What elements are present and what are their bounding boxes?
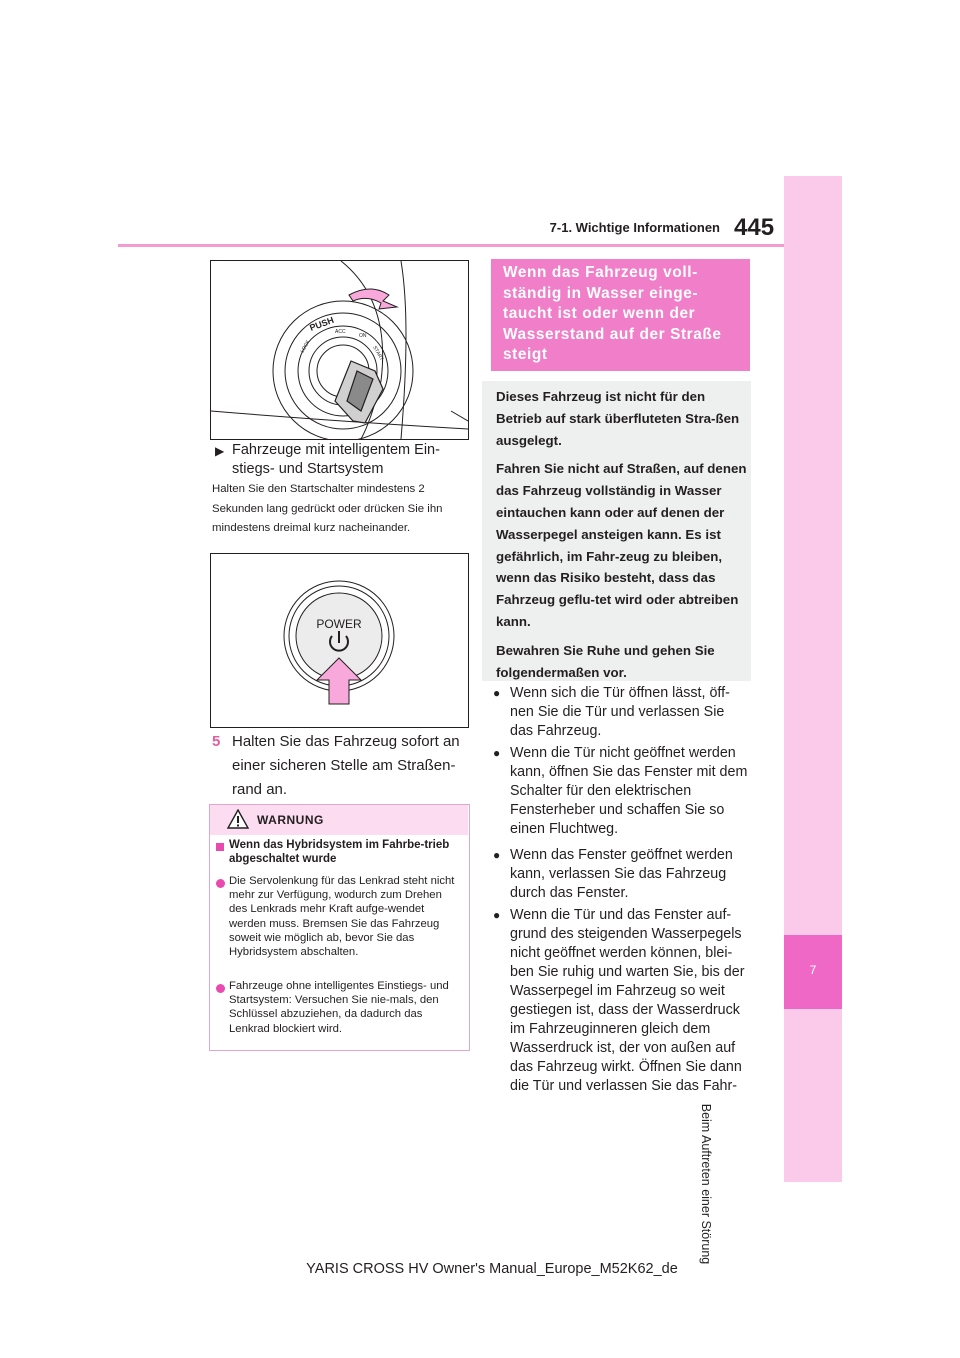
on-label: ON: [359, 333, 367, 339]
list-item: Wenn das Fenster geöffnet werden kann, verlassen Sie das Fahrzeug durch das Fenster.: [510, 847, 733, 901]
key-system-heading: Fahrzeuge mit intelligentem Ein-stiegs- und Startsystem: [232, 442, 440, 477]
chapter-number: 7: [809, 963, 817, 977]
ignition-switch-illustration: [210, 260, 469, 440]
acc-label: ACC: [335, 329, 346, 335]
power-button-illustration: [210, 553, 469, 728]
list-item: Wenn die Tür und das Fenster auf-grund des steigenden Wasserpegels nicht geöffnet werden können, blei-ben Sie ruhig und warten Sie, bis der Wasserpegel im Fahrzeug so weit gestiegen ist, dass der Wasserdruck im Fahrzeuginneren gleich dem Wasserdruck ist, der von außen auf das Fahrzeug wirkt. Öffnen Sie dann die Tür und verlassen Sie das Fahr-: [510, 907, 745, 1094]
flood-heading: Wenn das Fahrzeug voll-ständig in Wasser einge-taucht ist oder wenn der Wasserstand auf der Straße steigt: [503, 264, 722, 364]
power-button-icon: [211, 554, 468, 727]
flood-info: [496, 386, 748, 690]
warning-title: WARNUNG: [257, 813, 324, 827]
warning-item: Fahrzeuge ohne intelligentes Einstiegs- und Startsystem: Versuchen Sie nie-mals, den Schlüssel abzuziehen, da dadurch das Lenkrad blockiert wird.: [229, 980, 449, 1035]
triangle-bullet-icon: ▶: [215, 444, 225, 458]
warning-subtitle: Wenn das Hybridsystem im Fahrbe-trieb abgeschaltet wurde: [229, 839, 450, 865]
push-label: PUSH: [308, 314, 336, 333]
bullet-dot-icon: ●: [493, 848, 501, 862]
list-item: Wenn sich die Tür öffnen lässt, öff-nen Sie die Tür und verlassen Sie das Fahrzeug.: [510, 685, 730, 739]
ignition-key-icon: [211, 261, 468, 439]
flood-info-paragraph: Dieses Fahrzeug ist nicht für den Betrieb auf stark überfluteten Stra-ßen ausgelegt.: [496, 389, 740, 448]
start-label: START: [371, 345, 385, 362]
bullet-dot-icon: ●: [493, 686, 501, 700]
step-text: Halten Sie das Fahrzeug sofort an einer sicheren Stelle am Straßen-rand an.: [232, 733, 460, 798]
step-number: 5: [212, 733, 221, 750]
dot-bullet-icon: [216, 984, 225, 993]
chapter-title: Beim Auftreten einer Störung: [699, 1103, 713, 1265]
power-label: POWER: [316, 617, 362, 631]
dot-bullet-icon: [216, 879, 225, 888]
bullet-dot-icon: ●: [493, 908, 501, 922]
key-system-body: Halten Sie den Startschalter mindestens 2 Sekunden lang gedrückt oder drücken Sie ihn mindestens dreimal kurz nacheinander.: [212, 483, 443, 534]
flood-info-paragraph: Bewahren Sie Ruhe und gehen Sie folgendermaßen vor.: [496, 642, 715, 680]
page-number: 445: [734, 214, 775, 241]
square-bullet-icon: [216, 843, 224, 851]
warning-item: Die Servolenkung für das Lenkrad steht nicht mehr zur Verfügung, wodurch zum Drehen des Lenkrads mehr Kraft aufge-wendet werden muss. Bremsen Sie das Fahrzeug soweit wie möglich ab, bevor Sie das Hybridsystem abschalten.: [229, 875, 455, 959]
flood-info-paragraph: Fahren Sie nicht auf Straßen, auf denen das Fahrzeug vollständig in Wasser eintauchen kann oder auf denen der Wasserpegel ansteigen kann. Es ist gefährlich, im Fahr-zeug zu bleiben, wenn das Risiko besteht, dass das Fahrzeug geflu-tet wird oder abtreiben kann.: [496, 461, 747, 629]
header-rule: [118, 244, 784, 247]
list-item: Wenn die Tür nicht geöffnet werden kann, öffnen Sie das Fenster mit dem Schalter für den elektrischen Fensterheber und schaffen Sie so einen Fluchtweg.: [510, 745, 748, 837]
chapter-side-tab: [784, 176, 842, 1182]
bullet-dot-icon: ●: [493, 746, 501, 760]
section-title: 7-1. Wichtige Informationen: [549, 220, 720, 235]
footer-model: YARIS CROSS HV Owner's Manual_Europe_M52K62_de: [306, 1261, 678, 1277]
warning-triangle-icon: [227, 809, 249, 829]
lock-label: LOCK: [299, 339, 312, 354]
footer: [0, 1261, 960, 1277]
